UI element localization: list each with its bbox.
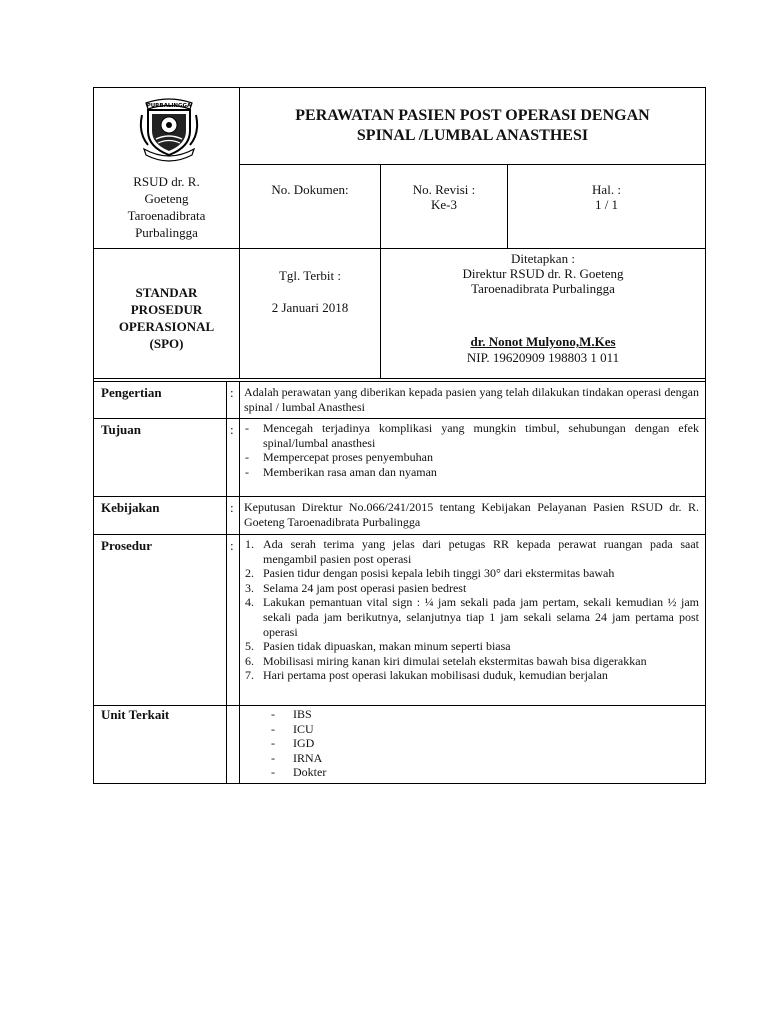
issued-label: Tgl. Terbit :: [278, 268, 342, 283]
colon: :: [230, 422, 234, 437]
section-label-tujuan: Tujuan: [101, 422, 141, 437]
revision-cell: No. Revisi : Ke-3: [412, 182, 476, 212]
section-label-unit-terkait: Unit Terkait: [101, 707, 170, 722]
approval-block: Ditetapkan : Direktur RSUD dr. R. Goeteng Taroenadibrata Purbalingga: [462, 251, 624, 296]
unit-terkait-list: [241, 707, 699, 780]
list-item: 1. Ada serah terima yang jelas dari petugas RR kepada perawat ruangan pada saat mengambil pasien post operasi: [245, 537, 699, 566]
colon: :: [230, 385, 234, 400]
prosedur-list: [241, 537, 699, 683]
list-item: 6. Mobilisasi miring kanan kiri dimulai setelah ekstermitas bawah bisa digerakkan: [245, 653, 647, 668]
pengertian-text: Adalah perawatan yang diberikan kepada pasien yang telah dilakukan tindakan operasi dengan spinal / lumbal Anasthesi: [244, 385, 699, 414]
list-item: - Mempercepat proses penyembuhan: [245, 450, 433, 465]
issued-date: 2 Januari 2018: [271, 300, 349, 315]
colon: :: [230, 538, 234, 553]
list-item: 3. Selama 24 jam post operasi pasien bedrest: [245, 580, 467, 595]
list-item: 2. Pasien tidur dengan posisi kepala lebih tinggi 30° dari ekstermitas bawah: [245, 566, 615, 581]
list-item: - ICU: [271, 721, 314, 736]
kebijakan-text: Keputusan Direktur No.066/241/2015 tentang Kebijakan Pelayanan Pasien RSUD dr. R. Goeteng Taroenadibrata Purbalingga: [244, 500, 699, 529]
page-cell: Hal. : 1 / 1: [592, 182, 621, 212]
colon: :: [230, 500, 234, 515]
document-number-label: No. Dokumen:: [271, 182, 349, 197]
signer-name: dr. Nonot Mulyono,M.Kes: [470, 334, 616, 349]
list-item: - IRNA: [271, 750, 323, 765]
signer-nip: NIP. 19620909 198803 1 011: [466, 350, 620, 365]
hospital-logo: [136, 93, 202, 163]
tujuan-list: [241, 421, 699, 479]
list-item: - Dokter: [271, 765, 327, 780]
list-item: - IBS: [271, 707, 312, 721]
list-item: - Mencegah terjadinya komplikasi yang mungkin timbul, sehubungan dengan efek spinal/lumbal anasthesi: [245, 421, 699, 450]
svg-text:PURBALINGGA: PURBALINGGA: [146, 103, 192, 109]
list-item: 7. Hari pertama post operasi lakukan mobilisasi duduk, kemudian berjalan: [245, 668, 608, 683]
list-item: 4. Lakukan pemantuan vital sign : ¼ jam sekali pada jam pertam, sekali kemudian ½ jam sekali pada jam berikutnya, selanjutnya tiap 1 jam sekali selama 24 jam pertama post operasi: [245, 595, 699, 639]
section-label-kebijakan: Kebijakan: [101, 500, 160, 515]
section-label-pengertian: Pengertian: [101, 385, 162, 400]
list-item: - IGD: [271, 736, 315, 751]
list-item: 5. Pasien tidak dipuaskan, makan minum seperti biasa: [245, 639, 511, 654]
section-label-prosedur: Prosedur: [101, 538, 153, 553]
spo-label: STANDAR PROSEDUR OPERASIONAL (SPO): [118, 285, 215, 351]
list-item: - Memberikan rasa aman dan nyaman: [245, 464, 437, 479]
institution-name: RSUD dr. R. Goeteng Taroenadibrata Purbalingga: [127, 174, 206, 240]
document-title: PERAWATAN PASIEN POST OPERASI DENGAN SPINAL /LUMBAL ANASTHESI: [295, 107, 650, 144]
